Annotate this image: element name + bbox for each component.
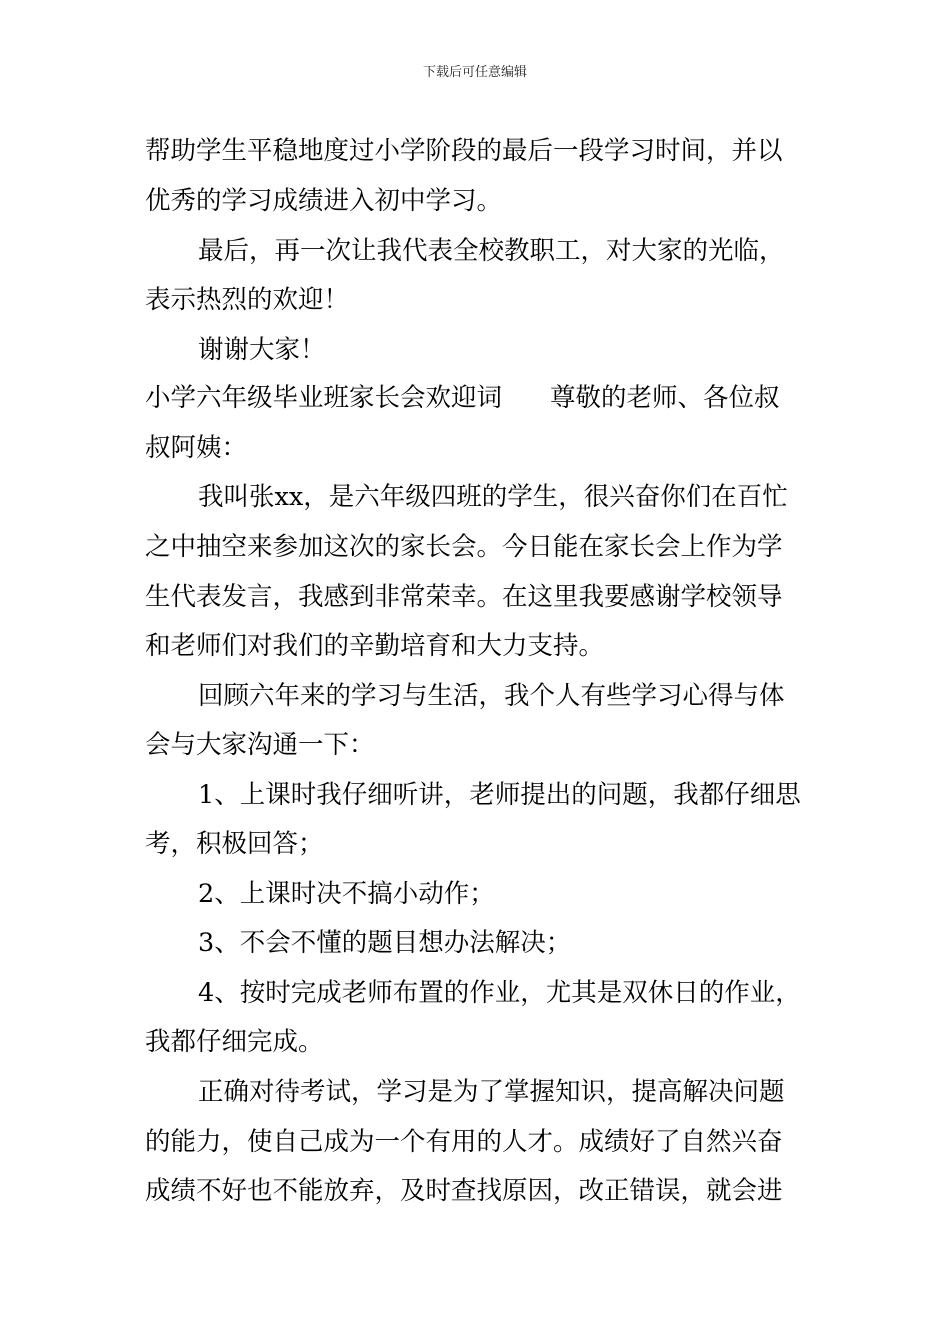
section-title-line bbox=[145, 383, 780, 413]
list-item-line: 1、上课时我仔细听讲，老师提出的问题，我都仔细思 bbox=[198, 780, 801, 810]
list-item-line: 3、不会不懂的题目想办法解决； bbox=[198, 928, 572, 958]
text-line: 的能力，使自己成为一个有用的人才。成绩好了自然兴奋 bbox=[145, 1127, 783, 1157]
text-line: 回顾六年来的学习与生活，我个人有些学习心得与体 bbox=[198, 681, 785, 711]
text-line: 帮助学生平稳地度过小学阶段的最后一段学习时间，并以 bbox=[145, 136, 783, 166]
text-line: 优秀的学习成绩进入初中学习。 bbox=[145, 186, 503, 216]
text-line: 成绩不好也不能放弃，及时查找原因，改正错误，就会进 bbox=[145, 1176, 783, 1206]
salutation-start: 尊敬的老师、各位叔 bbox=[550, 383, 780, 413]
text-line: 考，积极回答； bbox=[145, 829, 324, 859]
list-item-line: 4、按时完成老师布置的作业，尤其是双休日的作业， bbox=[198, 978, 801, 1008]
text-line: 生代表发言，我感到非常荣幸。在这里我要感谢学校领导 bbox=[145, 582, 783, 612]
text-line: 谢谢大家！ bbox=[198, 335, 326, 365]
text-line: 叔阿姨： bbox=[145, 433, 248, 463]
text-line: 正确对待考试，学习是为了掌握知识，提高解决问题 bbox=[198, 1077, 785, 1107]
text-line: 表示热烈的欢迎！ bbox=[145, 285, 350, 315]
text-line: 会与大家沟通一下： bbox=[145, 730, 375, 760]
text-line: 最后，再一次让我代表全校教职工，对大家的光临， bbox=[198, 236, 785, 266]
text-line: 之中抽空来参加这次的家长会。今日能在家长会上作为学 bbox=[145, 532, 783, 562]
section-title: 小学六年级毕业班家长会欢迎词 bbox=[145, 383, 503, 413]
text-line: 我都仔细完成。 bbox=[145, 1027, 324, 1057]
page-header: 下载后可任意编辑 bbox=[422, 65, 527, 80]
text-line: 和老师们对我们的辛勤培育和大力支持。 bbox=[145, 631, 605, 661]
text-line: 我叫张xx，是六年级四班的学生，很兴奋你们在百忙 bbox=[198, 482, 788, 512]
list-item-line: 2、上课时决不搞小动作； bbox=[198, 879, 495, 909]
